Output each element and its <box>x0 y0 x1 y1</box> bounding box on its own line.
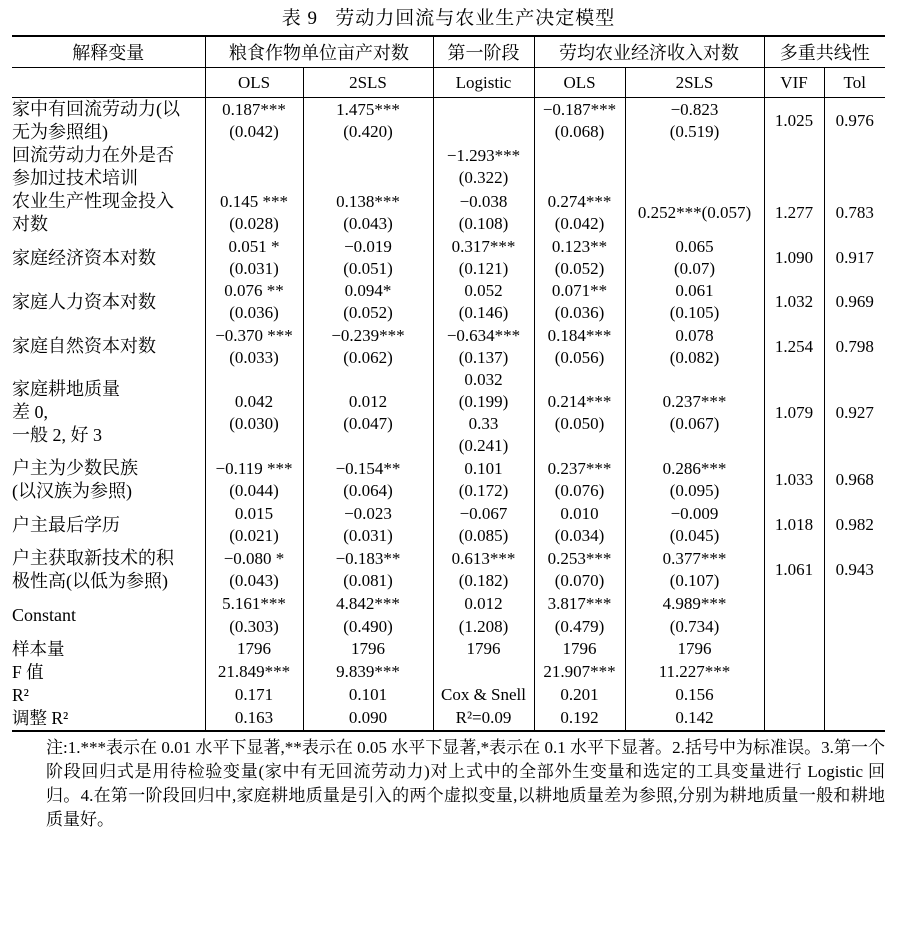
stderr: (0.081) <box>343 571 393 591</box>
coef: 0.052 <box>464 281 503 301</box>
cell-logistic <box>433 98 534 145</box>
stat-tol <box>824 661 885 684</box>
stderr: (0.031) <box>229 259 279 279</box>
stat-label: 调整 R² <box>12 707 205 731</box>
stat-ols1: 21.849*** <box>205 661 303 684</box>
row-variable <box>12 236 205 280</box>
coef: 0.071** <box>551 281 608 301</box>
coef: 0.051 * <box>228 237 280 257</box>
cell-vif: 1.032 <box>764 280 824 324</box>
cell-ols2 <box>534 190 625 236</box>
stat-2sls1: 0.101 <box>303 684 433 707</box>
cell-ols2 <box>534 325 625 369</box>
coef: 0.042 <box>234 391 274 411</box>
coef: 0.094* <box>344 281 392 301</box>
stat-2sls1: 9.839*** <box>303 661 433 684</box>
cell-vif: 1.079 <box>764 369 824 457</box>
cell-2sls2 <box>625 190 764 236</box>
stat-vif <box>764 661 824 684</box>
cell-vif: 1.025 <box>764 98 824 145</box>
stat-logistic: 1796 <box>433 638 534 661</box>
cell-tol: 0.927 <box>835 402 874 422</box>
stderr: (0.137) <box>458 347 509 367</box>
stat-vif <box>764 707 824 731</box>
coef: 0.187*** <box>222 99 286 119</box>
stderr: (0.490) <box>343 616 393 636</box>
cell-ols1 <box>205 236 303 280</box>
cell-ols2 <box>534 236 625 280</box>
stat-ols1: 0.171 <box>205 684 303 707</box>
header-blank <box>12 68 205 98</box>
stderr: (0.064) <box>343 481 393 501</box>
coef: 0.317*** <box>451 237 516 257</box>
row-variable-text: 家庭耕地质量 差 0, 一般 2, 好 3 <box>12 379 120 446</box>
stderr: (0.107) <box>669 571 720 591</box>
stat-vif <box>764 684 824 707</box>
table-notes <box>12 736 885 833</box>
coef: −0.019 <box>344 237 392 257</box>
stderr: (0.479) <box>554 616 605 636</box>
table-row <box>12 547 885 593</box>
table-row <box>12 98 885 145</box>
coef: 0.076 ** <box>224 281 284 301</box>
coef: −0.009 <box>670 504 719 524</box>
header-ols-1: OLS <box>205 68 303 98</box>
cell-logistic <box>433 236 534 280</box>
cell-vif: 1.018 <box>764 503 824 547</box>
stderr: (0.095) <box>669 481 720 501</box>
stderr: (0.021) <box>229 526 279 546</box>
coef: −0.823 <box>670 99 719 119</box>
cell-2sls1 <box>303 503 433 547</box>
header-first-stage: 第一阶段 <box>433 36 534 68</box>
header-logistic: Logistic <box>433 68 534 98</box>
stderr: (0.076) <box>554 481 605 501</box>
cell-2sls2 <box>625 325 764 369</box>
stat-2sls2: 11.227*** <box>625 661 764 684</box>
table-row <box>12 593 885 637</box>
regression-table <box>12 35 885 732</box>
cell-ols1 <box>205 503 303 547</box>
stderr: (0.172) <box>458 481 509 501</box>
row-variable-text: 回流劳动力在外是否 参加过技术培训 <box>12 145 174 189</box>
cell-ols2 <box>534 144 625 190</box>
cell-2sls1 <box>303 236 433 280</box>
coef: 0.101 <box>464 459 503 479</box>
coef: 0.145 *** <box>220 192 288 212</box>
row-variable-text: 户主为少数民族 (以汉族为参照) <box>12 458 138 502</box>
stat-2sls2: 1796 <box>625 638 764 661</box>
stat-label: F 值 <box>12 662 44 683</box>
header-agri-income: 劳均农业经济收入对数 <box>534 36 764 68</box>
coef: 4.842*** <box>336 594 400 614</box>
cell-ols1 <box>205 144 303 190</box>
cell-2sls1 <box>303 280 433 324</box>
stat-2sls1: 1796 <box>303 638 433 661</box>
cell-ols2 <box>534 503 625 547</box>
header-variable: 解释变量 <box>12 36 205 68</box>
coef: −0.038 <box>459 192 508 212</box>
cell-tol: 0.798 <box>835 336 874 356</box>
stderr: (0.067) <box>669 413 720 433</box>
cell-logistic <box>433 190 534 236</box>
coef: 4.989*** <box>662 594 727 614</box>
row-variable-text: 户主获取新技术的积 极性高(以低为参照) <box>12 548 174 592</box>
stderr: (0.303) <box>229 616 279 636</box>
header-row-group <box>12 36 885 68</box>
header-vif: VIF <box>764 68 824 98</box>
stat-2sls1: 0.090 <box>303 707 433 731</box>
stat-tol <box>824 638 885 661</box>
stat-ols2: 21.907*** <box>534 661 625 684</box>
coef: 0.286*** <box>662 459 727 479</box>
table-row <box>12 236 885 280</box>
cell-2sls2 <box>625 280 764 324</box>
table-row <box>12 190 885 236</box>
coef: 0.613*** <box>451 549 516 569</box>
coef: −0.634*** <box>446 325 521 345</box>
stderr: (0.420) <box>343 122 393 142</box>
table-row <box>12 280 885 324</box>
coef: −0.067 <box>459 504 508 524</box>
cell-vif <box>764 593 824 637</box>
stderr: (0.056) <box>554 347 605 367</box>
coef: 0.012 <box>348 391 388 411</box>
stat-tol <box>824 684 885 707</box>
cell-vif: 1.061 <box>764 547 824 593</box>
stderr-second: (0.241) <box>458 436 509 456</box>
coef: 0.253*** <box>547 549 612 569</box>
stderr: (0.052) <box>343 303 393 323</box>
cell-ols2 <box>534 369 625 457</box>
stat-ols2: 0.192 <box>534 707 625 731</box>
coef: −0.239*** <box>331 325 405 345</box>
cell-ols1 <box>205 280 303 324</box>
cell-logistic <box>433 280 534 324</box>
coef-second: 0.33 <box>468 413 499 433</box>
stderr: (0.036) <box>554 303 605 323</box>
stat-tol <box>824 707 885 731</box>
cell-2sls1 <box>303 457 433 503</box>
coef: 0.237*** <box>662 391 727 411</box>
row-variable-text: 家中有回流劳动力(以 无为参照组) <box>12 99 180 143</box>
stderr: (0.030) <box>229 413 279 433</box>
cell-2sls2 <box>625 98 764 145</box>
coef: −0.187*** <box>542 99 617 119</box>
coef: 0.061 <box>675 281 714 301</box>
cell-tol <box>824 593 885 637</box>
cell-vif: 1.090 <box>764 236 824 280</box>
stat-ols1: 0.163 <box>205 707 303 731</box>
cell-2sls1 <box>303 144 433 190</box>
stat-logistic <box>433 661 534 684</box>
stderr: (0.050) <box>554 413 605 433</box>
coef: 0.237*** <box>547 459 612 479</box>
header-2sls-2: 2SLS <box>625 68 764 98</box>
stderr: (0.042) <box>229 122 279 142</box>
table-row <box>12 369 885 457</box>
stat-logistic: Cox & Snell <box>433 684 534 707</box>
stderr: (0.199) <box>458 391 509 411</box>
cell-ols2 <box>534 547 625 593</box>
cell-2sls2 <box>625 236 764 280</box>
header-ols-2: OLS <box>534 68 625 98</box>
stderr: (0.085) <box>458 526 509 546</box>
cell-2sls1 <box>303 369 433 457</box>
cell-vif: 1.033 <box>764 457 824 503</box>
row-variable <box>12 593 205 637</box>
coef: −0.023 <box>344 504 392 524</box>
cell-2sls2 <box>625 144 764 190</box>
cell-ols1 <box>205 98 303 145</box>
stderr: (0.519) <box>669 122 720 142</box>
stderr: (0.045) <box>669 526 720 546</box>
row-variable <box>12 325 205 369</box>
cell-2sls1 <box>303 593 433 637</box>
cell-logistic <box>433 503 534 547</box>
stat-label: 样本量 <box>12 639 65 660</box>
header-tol: Tol <box>824 68 885 98</box>
stat-row <box>12 684 885 707</box>
cell-logistic <box>433 547 534 593</box>
cell-tol: 0.969 <box>835 292 874 312</box>
cell-tol <box>824 144 885 190</box>
cell-2sls2 <box>625 369 764 457</box>
table-row <box>12 144 885 190</box>
coef: 0.078 <box>675 325 714 345</box>
header-multicollinearity: 多重共线性 <box>764 36 885 68</box>
stderr: (0.322) <box>458 168 509 188</box>
table-title: 表 9 劳动力回流与农业生产决定模型 <box>281 8 616 29</box>
row-variable-text: Constant <box>12 605 77 626</box>
cell-logistic <box>433 325 534 369</box>
header-2sls-1: 2SLS <box>303 68 433 98</box>
cell-ols2 <box>534 280 625 324</box>
coef: 0.377*** <box>662 549 727 569</box>
table-row <box>12 503 885 547</box>
row-variable-text: 家庭人力资本对数 <box>12 291 156 312</box>
coef: 0.032 <box>464 369 503 389</box>
stderr: (0.182) <box>458 571 509 591</box>
table-row <box>12 325 885 369</box>
coef: −0.119 *** <box>215 459 293 479</box>
cell-logistic <box>433 369 534 457</box>
coef: 1.475*** <box>336 99 400 119</box>
coef: 0.010 <box>560 504 599 524</box>
coef: 0.065 <box>675 237 714 257</box>
stat-label: R² <box>12 685 29 706</box>
cell-2sls1 <box>303 325 433 369</box>
table-row <box>12 457 885 503</box>
stderr: (0.734) <box>669 616 720 636</box>
stderr: (0.043) <box>229 571 279 591</box>
coef: 0.123** <box>551 237 608 257</box>
stderr: (0.146) <box>458 303 509 323</box>
coef: −1.293*** <box>446 146 521 165</box>
cell-ols1 <box>205 190 303 236</box>
cell-ols1 <box>205 325 303 369</box>
coef: −0.154** <box>335 459 401 479</box>
cell-2sls1 <box>303 190 433 236</box>
cell-2sls2 <box>625 593 764 637</box>
cell-vif <box>764 144 824 190</box>
stderr: (0.121) <box>458 259 509 279</box>
stat-ols1: 1796 <box>205 638 303 661</box>
stderr: (0.068) <box>554 122 605 142</box>
coef: 0.012 <box>464 594 503 614</box>
cell-tol: 0.976 <box>835 110 874 130</box>
row-variable-text: 农业生产性现金投入 对数 <box>12 191 174 235</box>
stat-logistic: R²=0.09 <box>433 707 534 731</box>
stderr: (0.047) <box>343 413 393 433</box>
cell-logistic <box>433 593 534 637</box>
stderr: (0.044) <box>229 481 279 501</box>
stderr: (0.036) <box>229 303 279 323</box>
row-variable <box>12 190 205 236</box>
cell-tol: 0.982 <box>835 515 874 535</box>
row-variable <box>12 503 205 547</box>
stderr: (0.031) <box>343 526 393 546</box>
cell-tol: 0.968 <box>835 470 874 490</box>
coef: 5.161*** <box>222 594 286 614</box>
row-variable <box>12 547 205 593</box>
stat-ols2: 1796 <box>534 638 625 661</box>
stat-row <box>12 707 885 731</box>
stderr: (0.062) <box>343 347 393 367</box>
header-row-sub <box>12 68 885 98</box>
cell-vif: 1.254 <box>764 325 824 369</box>
coef: −0.370 *** <box>215 325 293 345</box>
cell-ols2 <box>534 98 625 145</box>
stderr: (0.082) <box>669 347 720 367</box>
cell-ols2 <box>534 457 625 503</box>
cell-tol: 0.917 <box>835 248 874 268</box>
cell-ols1 <box>205 593 303 637</box>
stderr: (0.033) <box>229 347 279 367</box>
header-grain-yield: 粮食作物单位亩产对数 <box>205 36 433 68</box>
stat-2sls2: 0.156 <box>625 684 764 707</box>
coef: 0.184*** <box>547 325 612 345</box>
cell-vif: 1.277 <box>764 190 824 236</box>
cell-ols1 <box>205 457 303 503</box>
cell-tol: 0.943 <box>835 560 874 580</box>
cell-2sls1 <box>303 98 433 145</box>
cell-2sls1 <box>303 547 433 593</box>
row-variable <box>12 98 205 145</box>
stat-row <box>12 638 885 661</box>
stderr: (0.07) <box>673 259 716 279</box>
stat-ols2: 0.201 <box>534 684 625 707</box>
coef: 0.274*** <box>547 192 612 212</box>
stderr: (0.042) <box>554 214 605 234</box>
row-variable <box>12 369 205 457</box>
coef: 0.015 <box>234 504 274 524</box>
coef: −0.080 * <box>223 549 285 569</box>
coef: 0.252***(0.057) <box>637 203 752 223</box>
stat-2sls2: 0.142 <box>625 707 764 731</box>
notes-text: 注:1.***表示在 0.01 水平下显著,**表示在 0.05 水平下显著,*表示在 0.1 水平下显著。2.括号中为标准误。3.第一个阶段回归式是用待检验变量(家中有无回流劳动力)对上式中的全部外生变量和选定的工具变量进行 Logistic 回归。4.在第一阶段回归中,家庭耕地质量是引入的两个虚拟变量,以耕地质量差为参照,分别为耕地质量一般和耕地质量好。 <box>46 737 885 829</box>
cell-ols2 <box>534 593 625 637</box>
cell-ols1 <box>205 369 303 457</box>
row-variable <box>12 280 205 324</box>
stderr: (0.028) <box>229 214 279 234</box>
cell-logistic <box>433 457 534 503</box>
stderr: (0.108) <box>458 214 509 234</box>
stderr: (0.070) <box>554 571 605 591</box>
stderr: (0.105) <box>669 303 720 323</box>
cell-logistic <box>433 144 534 190</box>
cell-2sls2 <box>625 547 764 593</box>
stat-vif <box>764 638 824 661</box>
cell-2sls2 <box>625 503 764 547</box>
cell-ols1 <box>205 547 303 593</box>
coef: 0.214*** <box>547 391 612 411</box>
coef: −0.183** <box>335 549 401 569</box>
row-variable-text: 户主最后学历 <box>12 514 120 535</box>
cell-tol: 0.783 <box>835 203 874 223</box>
stat-row <box>12 661 885 684</box>
stderr: (1.208) <box>458 616 509 636</box>
row-variable-text: 家庭自然资本对数 <box>12 336 156 357</box>
coef: 0.138*** <box>336 192 400 212</box>
stderr: (0.052) <box>554 259 605 279</box>
stderr: (0.043) <box>343 214 393 234</box>
stderr: (0.051) <box>343 259 393 279</box>
row-variable <box>12 144 205 190</box>
stderr: (0.034) <box>554 526 605 546</box>
coef: 3.817*** <box>547 594 612 614</box>
cell-2sls2 <box>625 457 764 503</box>
row-variable-text: 家庭经济资本对数 <box>12 247 156 268</box>
row-variable <box>12 457 205 503</box>
